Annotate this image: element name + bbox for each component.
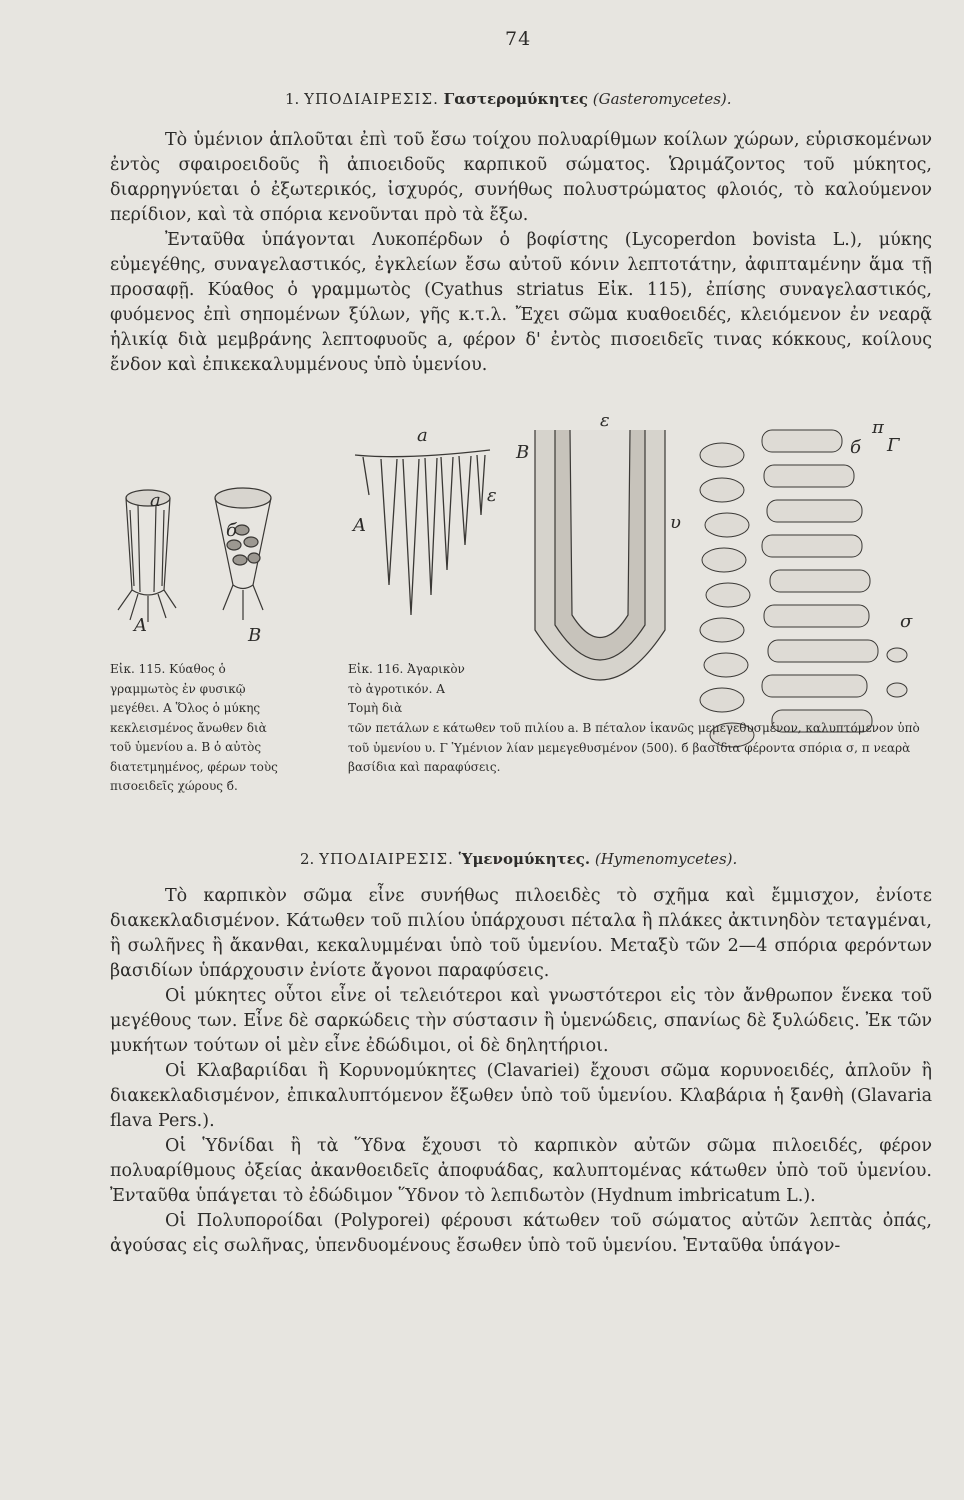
paragraph: Οἱ Πολυποροίδαι (Polyporei) φέρουσι κάτωθεν τοῦ σώματος αὐτῶν λεπτὰς ὀπάς, ἀγούσας εἰς σωλῆνας, ὑπενδυομένους ἔσωθεν ὑπὸ τοῦ ὑμενίου. Ἐνταῦθα ὑπάγον- bbox=[110, 1211, 932, 1256]
section-2-heading bbox=[300, 850, 737, 868]
fig116c-label-b: б bbox=[850, 437, 861, 458]
section-2-label: ΥΠΟΔΙΑΙΡΕΣΙΣ. bbox=[319, 850, 454, 868]
fig116a-label-e: ε bbox=[487, 485, 497, 506]
section-1-greek-name: Γαστερομύκητες bbox=[443, 90, 588, 108]
figure-116-gill-magnified bbox=[510, 410, 690, 720]
fig116c-label-p: π bbox=[872, 417, 884, 438]
paragraph: Τὸ ὑμένιον ἁπλοῦται ἐπὶ τοῦ ἔσω τοίχου πολυαρίθμων κοίλων χώρων, εὑρισκομένων ἐντὸς σφαιροειδοῦς ἢ ἀπιοειδοῦς καρπικοῦ σώματος. Ὡριμάζοντος τοῦ μύκητος, διαρρηγνύεται ὁ ἐξωτερικός, ἰσχυρός, συνήθως πολυστρώματος φλοιός, τὸ καλούμενον περίδιον, καὶ τὰ σπόρια κενοῦνται πρὸ τὰ ἔξω. bbox=[110, 130, 932, 225]
fig115-label-b: б bbox=[226, 520, 237, 541]
cyathus-open-drawing bbox=[215, 488, 271, 620]
gill-magnified-drawing bbox=[535, 430, 665, 680]
fig116b-label-e: ε bbox=[600, 410, 610, 431]
fig115-label-B: B bbox=[248, 625, 262, 646]
section-2-greek-name: Ὑμενομύκητες. bbox=[458, 850, 591, 868]
fig116b-label-B: B bbox=[516, 442, 530, 463]
section-2-latin-name: (Hymenomycetes). bbox=[594, 850, 738, 868]
section-1-label: ΥΠΟΔΙΑΙΡΕΣΙΣ. bbox=[304, 90, 439, 108]
paragraph: Τὸ καρπικὸν σῶμα εἶνε συνήθως πιλοειδὲς τὸ σχῆμα καὶ ἔμμισχον, ἐνίοτε διακεκλαδισμένον. Κάτωθεν τοῦ πιλίου ὑπάρχουσι πέταλα ἢ πλάκες ἀκτινηδὸν τεταγμέναι, ἢ σωλῆνες ἢ ἄκανθαι, κεκαλυμμέναι ὑπὸ τοῦ ὑμενίου. Μεταξὺ τῶν 2—4 σπόρια φερόντων βασιδίων ὑπάρχουσιν ἐνίοτε ἄγονοι παραφύσεις. bbox=[110, 886, 932, 981]
figure-115-caption: Εἰκ. 115. Κύαθος ὁ γραμμωτὸς ἐν φυσικῷ μεγέθει. A Ὅλος ὁ μύκης κεκλεισμένος ἄνωθεν διὰ τοῦ ὑμενίου a. B ὁ αὐτὸς διατετμημένος, φέρων τοὺς πισοειδεῖς χώρους б. bbox=[110, 662, 278, 793]
fig115-label-A: A bbox=[134, 615, 147, 636]
hymenium-cells-drawing bbox=[700, 430, 907, 747]
fig116a-label-A: A bbox=[353, 515, 366, 536]
fig116a-label-a: a bbox=[417, 425, 428, 446]
fig115-label-a: a bbox=[150, 490, 161, 511]
paragraph: Οἱ Ὑδνίδαι ἢ τὰ Ὕδνα ἔχουσι τὸ καρπικὸν αὐτῶν σῶμα πιλοειδές, φέρον πολυαρίθμους ὀξείας ἀκανθοειδεῖς ἀποφυάδας, καλυπτομένας κάτωθεν ὑπὸ τοῦ ὑμενίου. Ἐνταῦθα ὑπάγεται τὸ ἐδώδιμον Ὕδνον τὸ λεπιδωτὸν (Hydnum imbricatum L.). bbox=[110, 1136, 932, 1206]
gills-drawing bbox=[355, 450, 490, 615]
section-1-heading bbox=[285, 90, 732, 108]
paragraph: Οἱ μύκητες οὗτοι εἶνε οἱ τελειότεροι καὶ γνωστότεροι εἰς τὸν ἄνθρωπον ἕνεκα τοῦ μεγέθους των. Εἶνε δὲ σαρκώδεις τὴν σύστασιν ἢ ὑμενώδεις, σπανίως δὲ ξυλώδεις. Ἐκ τῶν μυκήτων τούτων οἱ μὲν εἶνε ἐδώδιμοι, οἱ δὲ δηλητήριοι. bbox=[110, 986, 932, 1056]
section-2-number: 2. bbox=[300, 850, 315, 868]
page-number: 74 bbox=[505, 28, 532, 50]
paragraph: Οἱ Κλαβαριίδαι ἢ Κορυνομύκητες (Clavariei) ἔχουσι σῶμα κορυνοειδές, ἁπλοῦν ἢ διακεκλαδισμένον, ἐπικαλυπτόμενον ἔξωθεν ὑπὸ τοῦ ὑμενίου. Κλαβάρια ἡ ξανθὴ (Glavaria flava Pers.). bbox=[110, 1061, 932, 1131]
paragraph: Ἐνταῦθα ὑπάγονται Λυκοπέρδων ὁ βοφίστης (Lycoperdon bovista L.), μύκης εὐμεγέθης, συναγελαστικός, ἐγκλείων ἔσω αὐτοῦ κόνιν λεπτοτάτην, ἀφιπταμένην ἅμα τῇ προσαφῇ. Κύαθος ὁ γραμμωτὸς (Cyathus striatus Εἰκ. 115), ἐπίσης συναγελαστικός, φυόμενος ἐπὶ σηπομένων ξύλων, γῆς κ.τ.λ. Ἔχει σῶμα κυαθοειδές, κλειόμενον ἐν νεαρᾷ ἡλικίᾳ διὰ μεμβράνης λεπτοφυοῦς a, φέρον δ' ἐντὸς πισοειδεῖς τινας κόκκους, κοίλους ἔνδον καὶ ἐπικεκαλυμμένους ὑπὸ ὑμενίου. bbox=[110, 230, 932, 375]
fig116b-label-u: υ bbox=[670, 512, 681, 533]
figure-116-gill-section bbox=[345, 425, 505, 630]
bottom-text-block bbox=[110, 884, 932, 1259]
figure-116-caption-head: Εἰκ. 116. Ἀγαρικὸν τὸ ἀγροτικόν. A Τομὴ διὰ bbox=[348, 662, 465, 715]
section-1-latin-name: (Gasteromycetes). bbox=[592, 90, 732, 108]
figure-115-illustration bbox=[108, 470, 278, 655]
fig116c-label-G: Γ bbox=[887, 435, 900, 456]
fig116c-label-s: σ bbox=[900, 611, 913, 632]
top-text-block bbox=[110, 128, 932, 378]
figure-116-caption-body: τῶν πετάλων ε κάτωθεν τοῦ πιλίου a. B πέταλον ἱκανῶς μεμεγεθυσμένον, καλυπτόμενον ὑπὸ τοῦ ὑμενίου υ. Γ Ὑμένιον λίαν μεμεγεθυσμένον (500). б βασίδια φέροντα σπόρια σ, π νεαρὰ βασίδια καὶ παραφύσεις. bbox=[348, 721, 920, 774]
section-1-number: 1. bbox=[285, 90, 300, 108]
cyathus-closed-drawing bbox=[118, 490, 176, 622]
